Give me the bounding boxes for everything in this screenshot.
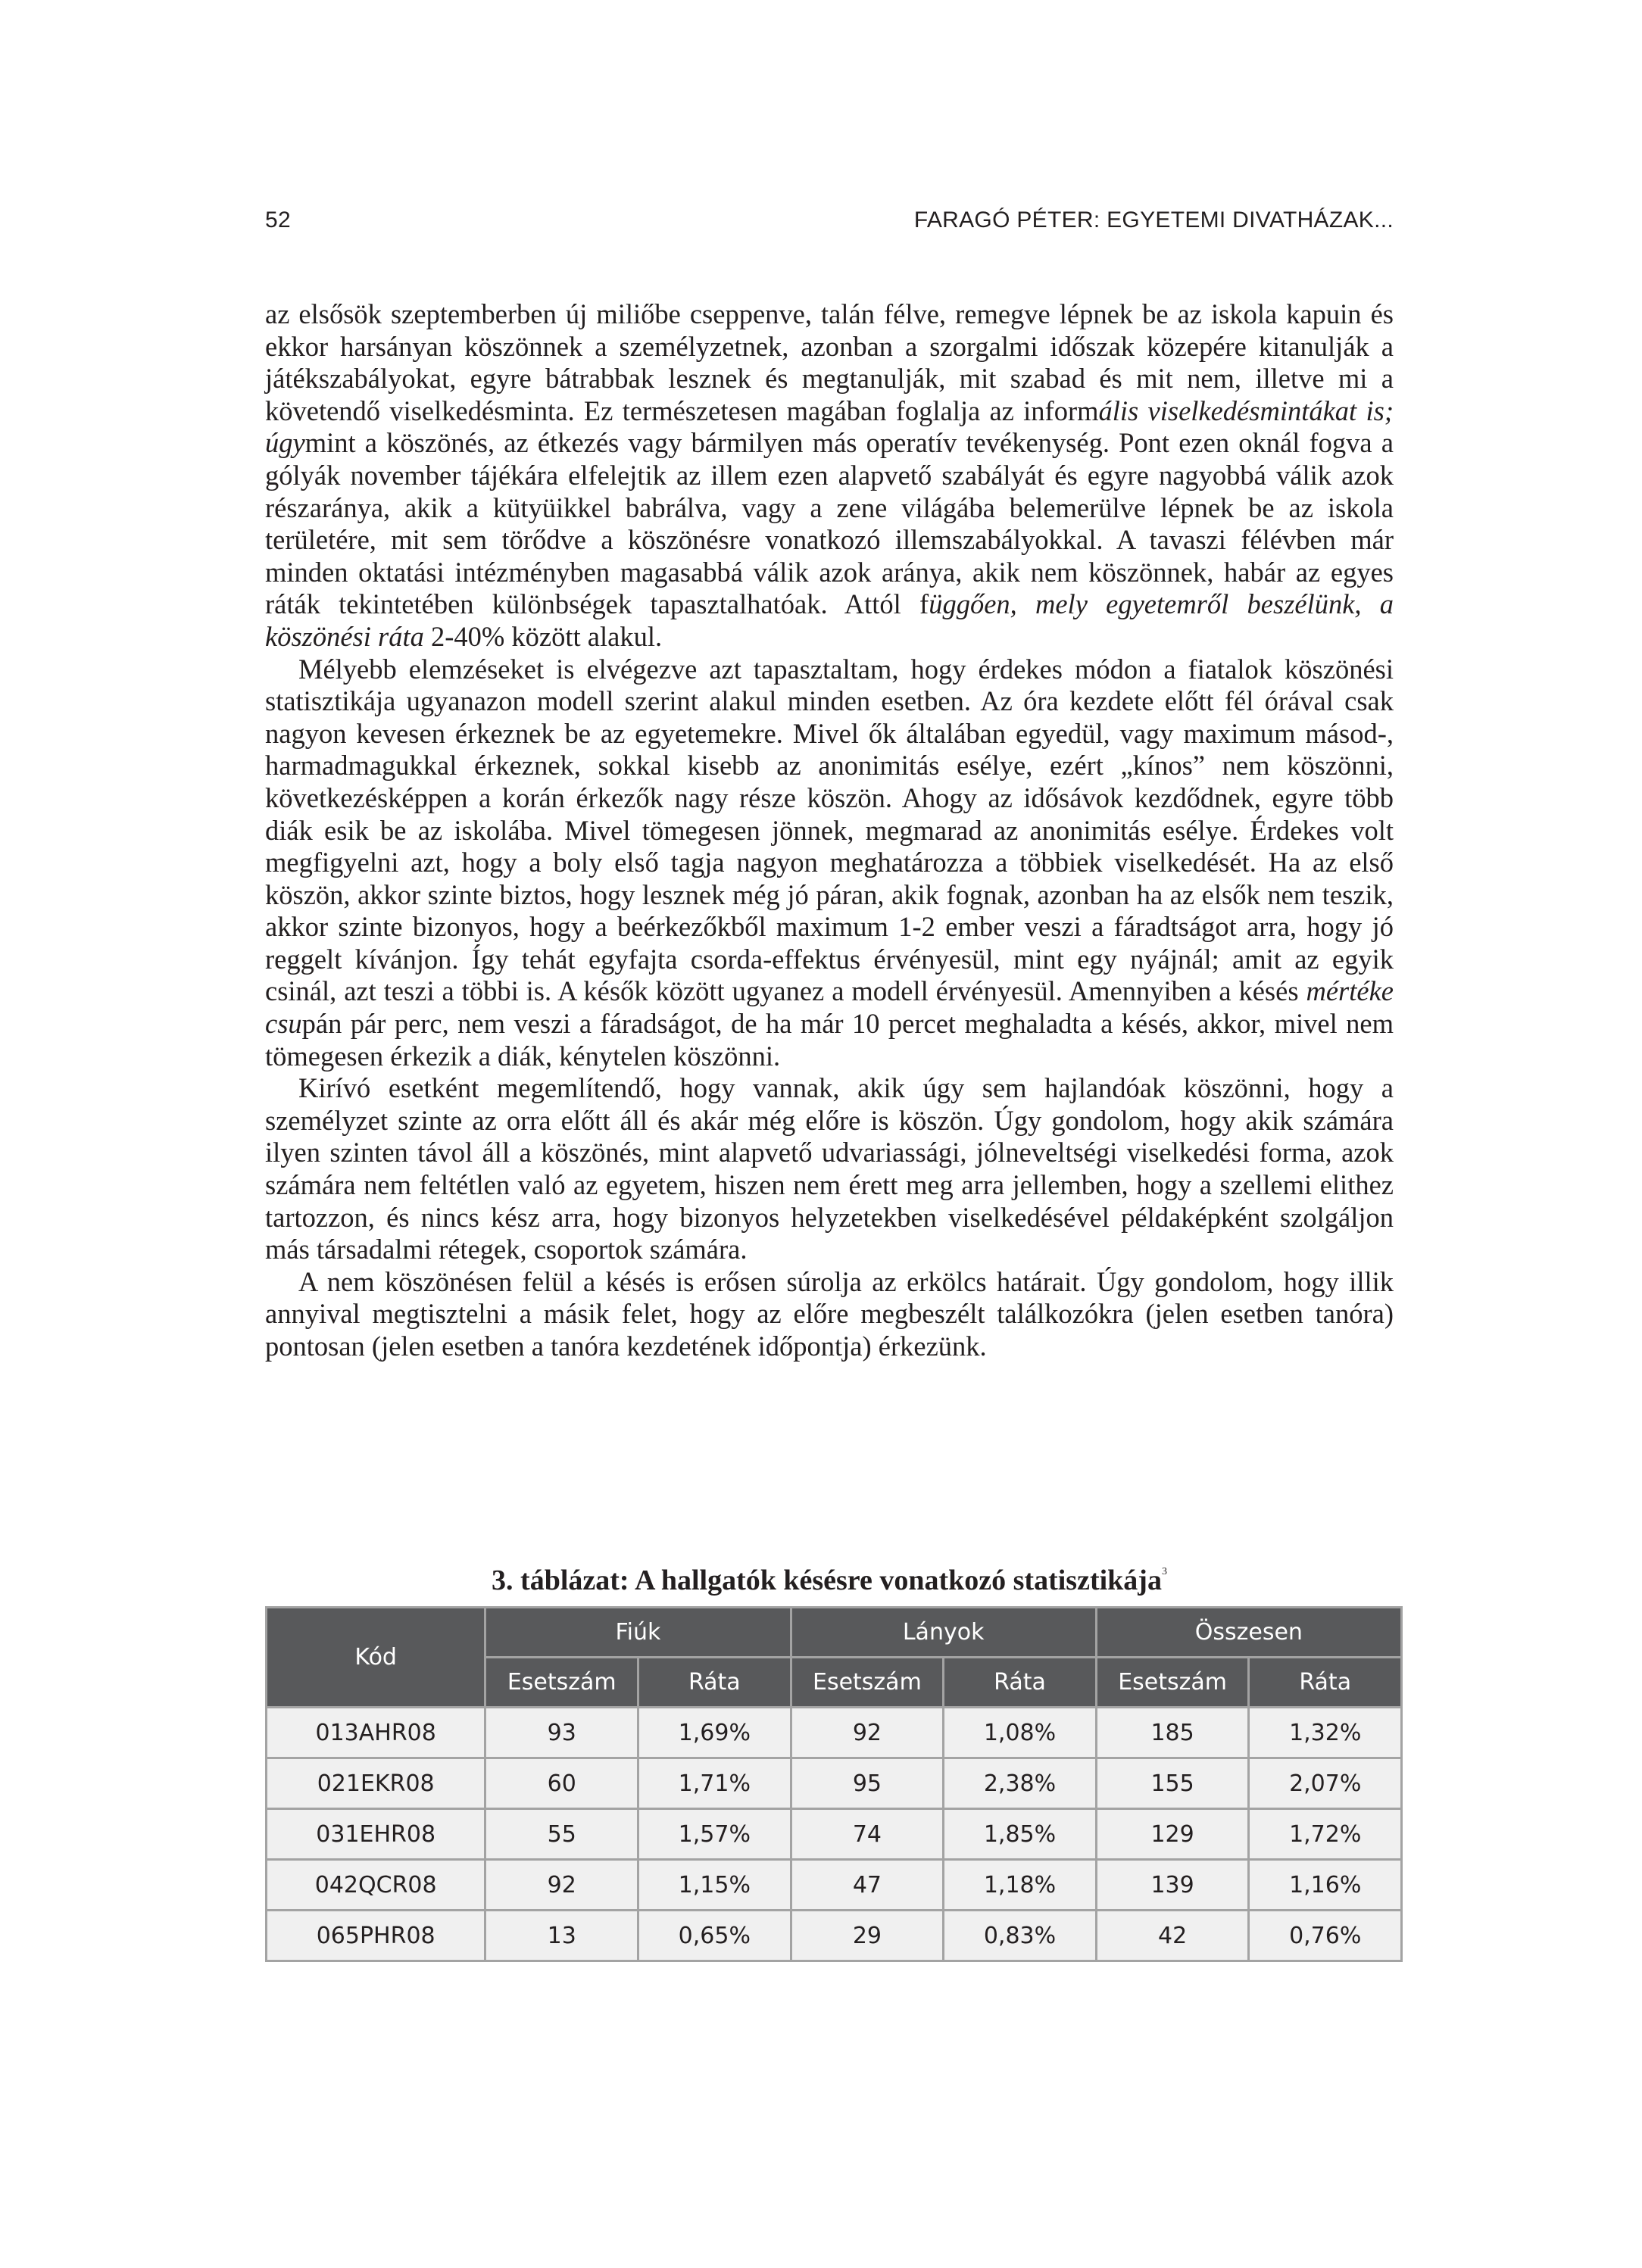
table-cell: 021EKR08	[267, 1758, 485, 1809]
table-cell: 042QCR08	[267, 1860, 485, 1911]
paragraph-1-text-a: az elsősök szeptemberben új miliőbe cseppenve, talán félve, remegve lépnek be az iskola kapuin és ekkor harsányan köszönnek a személyzetnek, azonban a szorgalmi időszak közepére kitanulják a játékszabályokat, egyre bátrabbak lesznek és megtanulják, mit szabad és mit nem, illetve mi a követendő viselkedésminta. Ez természetesen magában foglalja az inform	[265, 298, 1394, 426]
paragraph-1-text-e: 2-40% között alakul.	[423, 620, 663, 652]
paragraph-1-text-c: mint a köszönés, az étkezés vagy bármilyen más operatív tevékenység. Pont ezen oknál fogva a gólyák november tájékára elfelejtik az illem ezen alapvető szabályát és egyre nagyobbá válik azok részaránya, akik a kütyüikkel babrálva, vagy a zene világába belemerülve lépnek be az iskola területére, mit sem törődve a köszönésre vonatkozó illemszabályokkal. A tavaszi félévben már minden oktatási intézményben magasabbá válik azok aránya, akik nem köszönnek, habár az egyes ráták tekintetében különbségek tapasztalhatóak. Attól f	[265, 427, 1394, 620]
paragraph-1-italic-d: üggően, mely egyetemről beszélünk, a köszönési ráta	[265, 588, 1394, 652]
table-cell: 74	[791, 1809, 944, 1860]
table-row	[267, 1911, 1402, 1961]
table-cell: 065PHR08	[267, 1911, 485, 1961]
table-cell: 1,69%	[638, 1708, 791, 1758]
table-cell: 29	[791, 1911, 944, 1961]
table-cell: 129	[1096, 1809, 1249, 1860]
table-cell: 1,72%	[1249, 1809, 1402, 1860]
header-sub: Esetszám	[791, 1658, 944, 1708]
header-group-girls: Lányok	[791, 1608, 1096, 1658]
table-row	[267, 1860, 1402, 1911]
table-cell: 013AHR08	[267, 1708, 485, 1758]
header-sub: Esetszám	[485, 1658, 638, 1708]
header-sub: Ráta	[944, 1658, 1096, 1708]
table-cell: 155	[1096, 1758, 1249, 1809]
paragraph-3: Kirívó esetként megemlítendő, hogy vannak, akik úgy sem hajlandóak köszönni, hogy a személyzet szinte az orra előtt áll és akár még előre is köszön. Úgy gondolom, hogy akik számára ilyen szinten távol áll a köszönés, mint alapvető udvariassági, jólneveltségi viselkedési forma, azok számára nem feltétlen való az egyetem, hiszen nem érett meg arra jellemben, hogy a szellemi elithez tartozzon, és nincs kész arra, hogy bizonyos helyzetekben viselkedésével példaképként szolgáljon más társadalmi rétegek, csoportok számára.	[265, 1072, 1394, 1265]
table-cell: 0,76%	[1249, 1911, 1402, 1961]
table-row	[267, 1708, 1402, 1758]
header-group-total: Összesen	[1096, 1608, 1401, 1658]
header-sub: Esetszám	[1096, 1658, 1249, 1708]
header-sub: Ráta	[1249, 1658, 1402, 1708]
table-cell: 139	[1096, 1860, 1249, 1911]
table-cell: 55	[485, 1809, 638, 1860]
running-head	[265, 207, 1394, 233]
paragraph-1	[265, 298, 1394, 654]
statistics-table	[265, 1606, 1403, 1962]
paragraph-2-italic-b: mértéke csu	[265, 975, 1394, 1040]
paragraph-1-italic-b: ális viselkedésmintákat is; úgy	[265, 395, 1394, 459]
paragraph-2	[265, 654, 1394, 1073]
table-cell: 1,15%	[638, 1860, 791, 1911]
table-row	[267, 1758, 1402, 1809]
table-row	[267, 1809, 1402, 1860]
table-cell: 2,38%	[944, 1758, 1096, 1809]
table-cell: 1,85%	[944, 1809, 1096, 1860]
footnote-mark: 3	[1161, 1566, 1167, 1577]
table-cell: 2,07%	[1249, 1758, 1402, 1809]
table-cell: 92	[485, 1860, 638, 1911]
table-cell: 13	[485, 1911, 638, 1961]
paragraph-4: A nem köszönésen felül a késés is erősen súrolja az erkölcs határait. Úgy gondolom, hogy illik annyival megtisztelni a másik felet, hogy az előre megbeszélt találkozókra (jelen esetben tanóra) pontosan (jelen esetben a tanóra kezdetének időpontja) érkezünk.	[265, 1265, 1394, 1362]
table-cell: 92	[791, 1708, 944, 1758]
table-cell: 1,71%	[638, 1758, 791, 1809]
table-cell: 95	[791, 1758, 944, 1809]
table-cell: 185	[1096, 1708, 1249, 1758]
table-caption	[265, 1555, 1394, 1597]
table-cell: 60	[485, 1758, 638, 1809]
table-caption-text: 3. táblázat: A hallgatók késésre vonatkozó statisztikája	[492, 1565, 1162, 1596]
table-cell: 42	[1096, 1911, 1249, 1961]
header-code: Kód	[267, 1608, 485, 1708]
table-cell: 1,08%	[944, 1708, 1096, 1758]
header-group-boys: Fiúk	[485, 1608, 791, 1658]
table-cell: 031EHR08	[267, 1809, 485, 1860]
table-header-row-groups	[267, 1608, 1402, 1658]
running-title: FARAGÓ PÉTER: EGYETEMI DIVATHÁZAK...	[913, 207, 1394, 232]
table-cell: 47	[791, 1860, 944, 1911]
table-cell: 0,83%	[944, 1911, 1096, 1961]
paragraph-2-text-c: pán pár perc, nem veszi a fáradságot, de ha már 10 percet meghaladta a késés, akkor, mivel nem tömegesen érkezik a diák, kénytelen köszönni.	[265, 1008, 1394, 1072]
paragraph-2-text-a: Mélyebb elemzéseket is elvégezve azt tapasztaltam, hogy érdekes módon a fiatalok köszönési statisztikája ugyanazon modell szerint alakul minden esetben. Az óra kezdete előtt fél órával csak nagyon kevesen érkeznek be az egyetemekre. Mivel ők általában egyedül, vagy maximum másod-, harmadmagukkal érkeznek, sokkal kisebb az anonimitás esélye, ezért „kínos” nem köszönni, következésképpen a korán érkezők nagy része köszön. Ahogy az idősávok kezdődnek, egyre több diák esik be az iskolába. Mivel tömegesen jönnek, megmarad az anonimitás esélye. Érdekes volt megfigyelni azt, hogy a boly első tagja nagyon meghatározza a többiek viselkedését. Ha az első köszön, akkor szinte biztos, hogy lesznek még jó páran, akik fognak, azonban ha az elsők nem teszik, akkor szinte bizonyos, hogy a beérkezőkből maximum 1-2 ember veszi a fáradtságot arra, hogy jó reggelt kívánjon. Így tehát egyfajta csorda-effektus érvényesül, mint egy nyájnál; amit az egyik csinál, azt teszi a többi is. A késők között ugyanez a modell érvényesül. Amennyiben a késés	[265, 653, 1394, 1007]
table-cell: 1,57%	[638, 1809, 791, 1860]
body-text	[265, 298, 1394, 1363]
table-cell: 0,65%	[638, 1911, 791, 1961]
table-cell: 1,32%	[1249, 1708, 1402, 1758]
header-sub: Ráta	[638, 1658, 791, 1708]
page-number: 52	[265, 207, 291, 232]
table-cell: 93	[485, 1708, 638, 1758]
table-cell: 1,18%	[944, 1860, 1096, 1911]
table-cell: 1,16%	[1249, 1860, 1402, 1911]
